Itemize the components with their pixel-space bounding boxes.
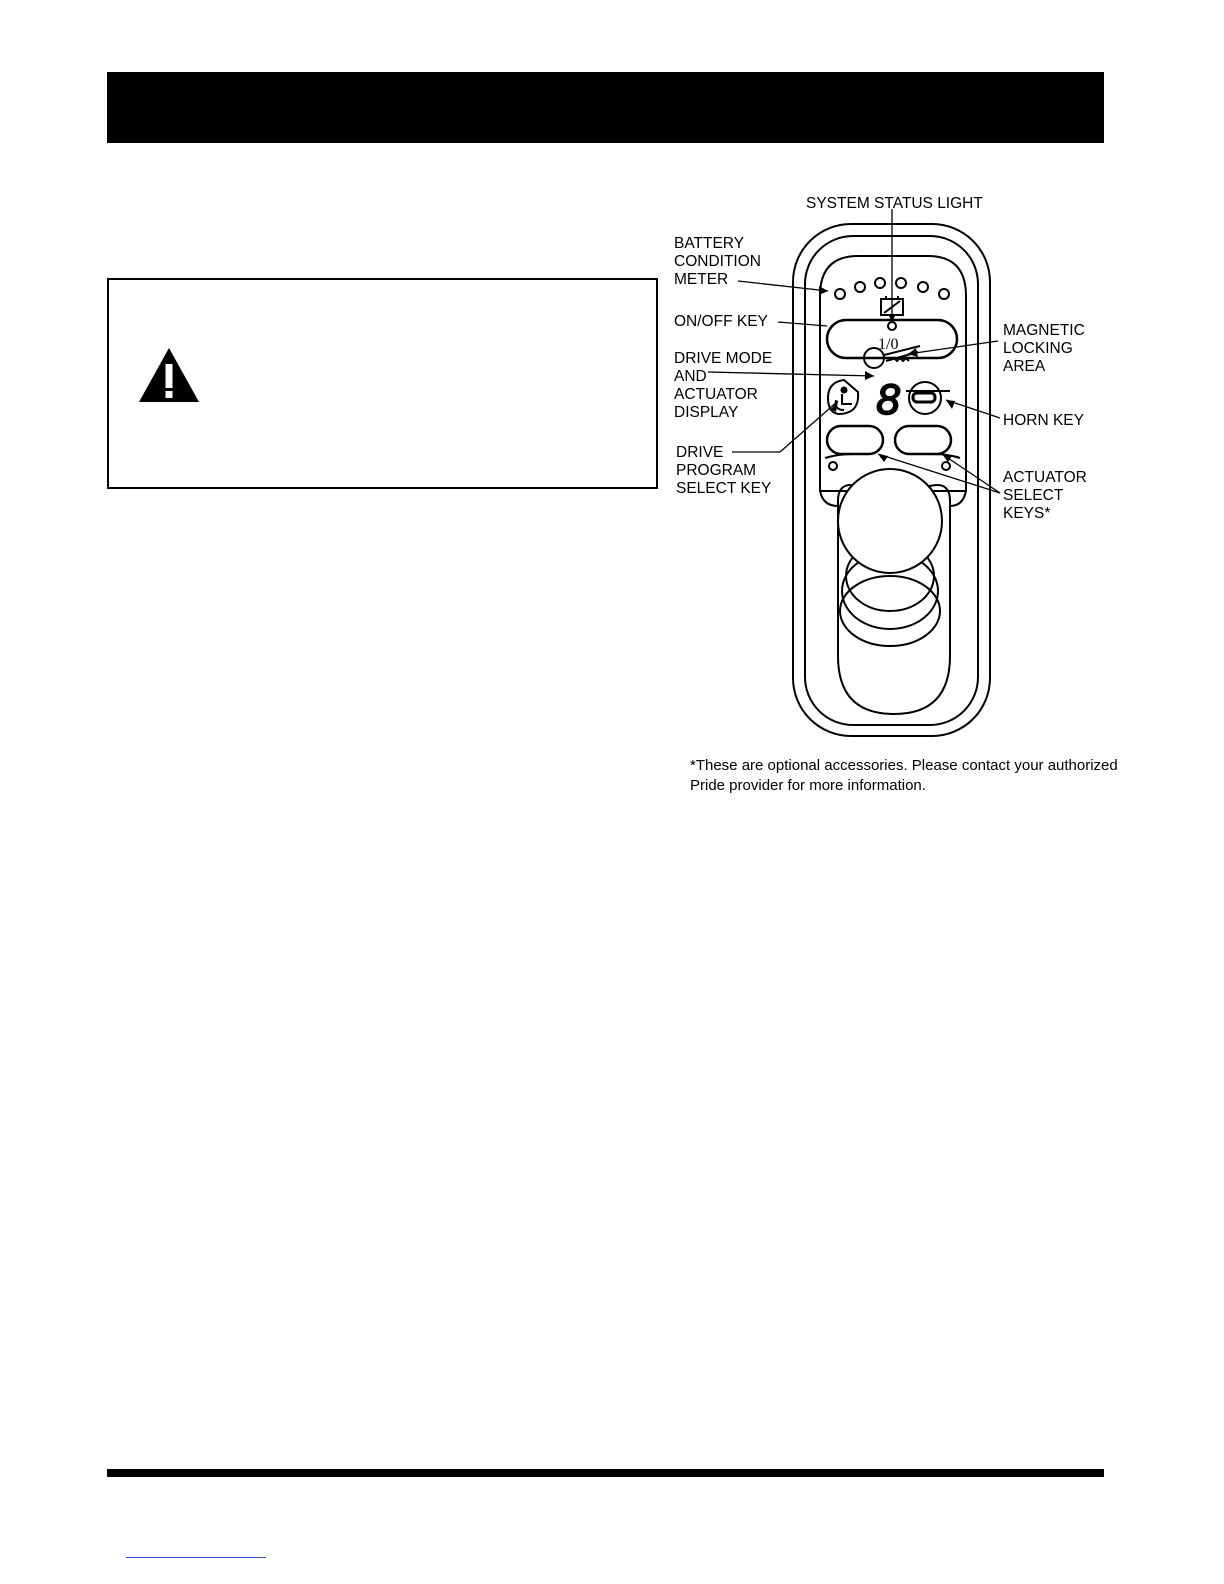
warning-box: [107, 278, 658, 489]
battery-led: [896, 278, 906, 288]
warning-triangle-icon: [137, 346, 201, 404]
system-status-light: [888, 322, 896, 330]
footer-bar: [107, 1469, 1104, 1477]
drive-mode-display: 8: [876, 378, 902, 424]
label-battery-condition-meter-3: METER: [674, 271, 729, 288]
footnote-line-1: *These are optional accessories. Please contact your authorized: [690, 757, 1118, 774]
label-drive-mode-1: DRIVE MODE: [674, 350, 773, 367]
header-bar: [107, 72, 1104, 143]
label-magnetic-locking-3: AREA: [1003, 358, 1046, 375]
bottom-link-underline[interactable]: [126, 1557, 266, 1558]
label-magnetic-locking-1: MAGNETIC: [1003, 322, 1085, 339]
label-drive-mode-4: DISPLAY: [674, 404, 739, 421]
battery-led: [918, 282, 928, 292]
label-actuator-select-3: KEYS*: [1003, 505, 1051, 522]
joystick: [838, 469, 942, 646]
actuator-select-key-right: [895, 426, 951, 454]
battery-led: [835, 289, 845, 299]
label-on-off-key: ON/OFF KEY: [674, 313, 768, 330]
label-drive-program-3: SELECT KEY: [676, 480, 772, 497]
label-magnetic-locking-2: LOCKING: [1003, 340, 1073, 357]
label-drive-mode-2: AND: [674, 368, 707, 385]
label-battery-condition-meter-2: CONDITION: [674, 253, 761, 270]
label-drive-program-1: DRIVE: [676, 444, 724, 461]
actuator-select-key-left: [827, 426, 883, 454]
battery-led: [875, 278, 885, 288]
footnote-line-2: Pride provider for more information.: [690, 777, 926, 794]
footnote: [690, 756, 1120, 796]
on-off-symbol: 1/0: [878, 336, 899, 353]
label-battery-condition-meter-1: BATTERY: [674, 235, 745, 252]
label-actuator-select-2: SELECT: [1003, 487, 1064, 504]
label-actuator-select-1: ACTUATOR: [1003, 469, 1087, 486]
battery-led: [939, 289, 949, 299]
battery-led: [855, 282, 865, 292]
joystick-diagram: [668, 186, 1108, 746]
label-drive-program-2: PROGRAM: [676, 462, 757, 479]
horn-icon: [909, 382, 941, 414]
label-drive-mode-3: ACTUATOR: [674, 386, 758, 403]
label-horn-key: HORN KEY: [1003, 412, 1084, 429]
label-system-status-light: SYSTEM STATUS LIGHT: [806, 195, 983, 212]
